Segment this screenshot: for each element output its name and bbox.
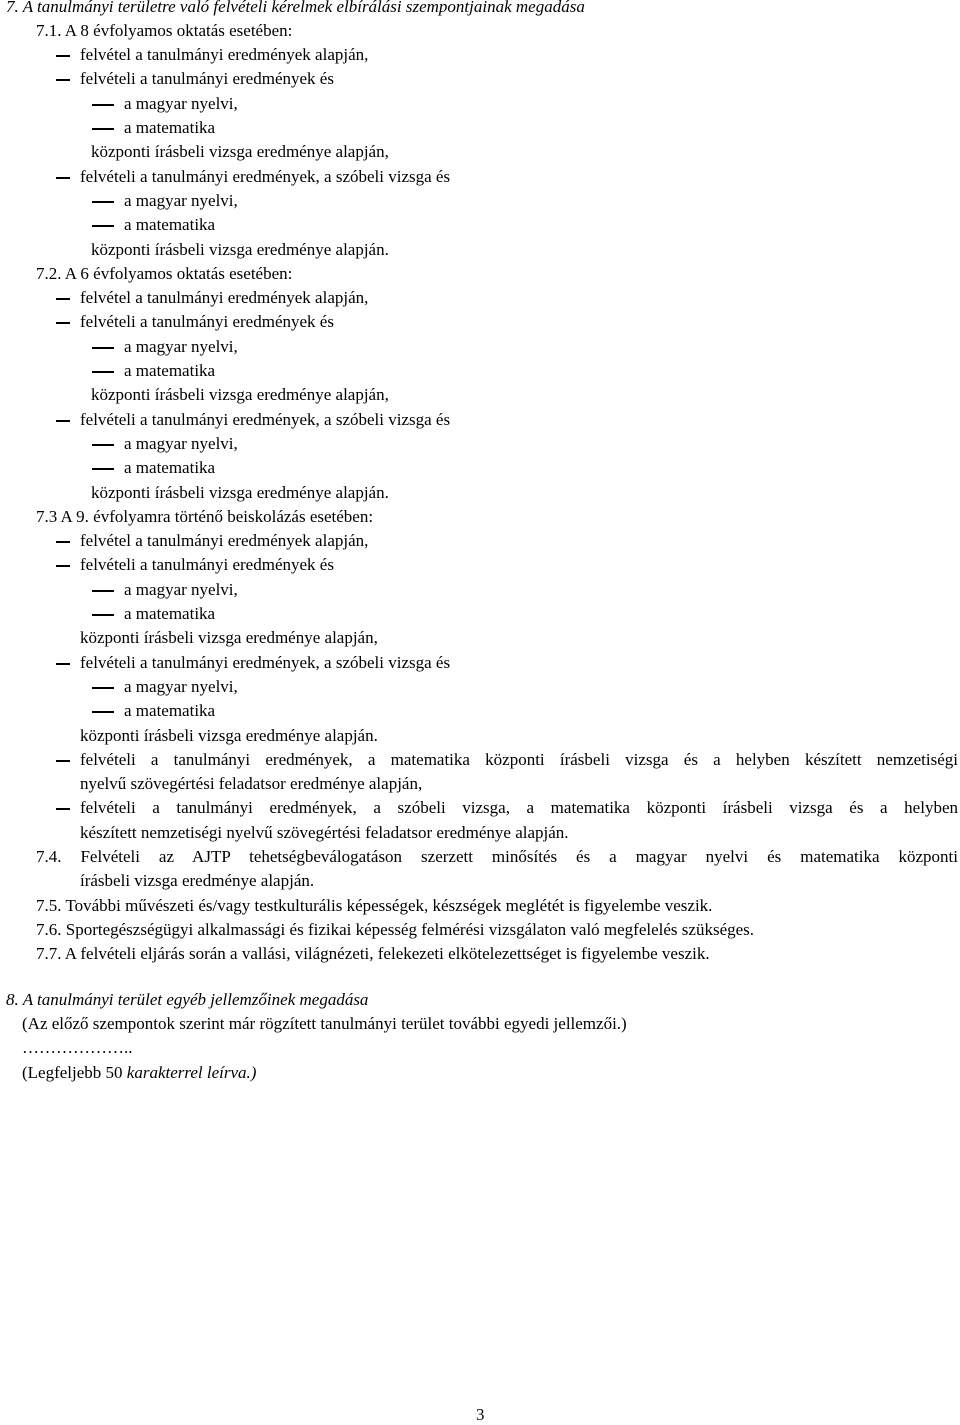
section-8-note: (Az előző szempontok szerint már rögzített tanulmányi terület további egyedi jellemzői.) [22, 1014, 627, 1033]
list-item-text: nyelvű szövegértési feladatsor eredménye alapján, [80, 774, 423, 793]
dash-icon [92, 468, 114, 470]
dash-icon [92, 347, 114, 349]
dash-icon [92, 711, 114, 713]
section-7-7-text: 7.7. A felvételi eljárás során a vallási, világnézeti, felekezeti elkötelezettséget is figyelembe veszik. [36, 944, 710, 963]
dash-icon [56, 541, 70, 543]
dash-icon [56, 177, 70, 179]
dash-icon [56, 420, 70, 422]
dash-icon [56, 79, 70, 81]
dash-icon [56, 565, 70, 567]
section-8-limit: (Legfeljebb 50 karakterrel leírva.) [22, 1063, 257, 1082]
page-number: 3 [476, 1405, 485, 1424]
section-8-dots: ……………….. [22, 1038, 133, 1057]
dash-icon [56, 663, 70, 665]
list-item-text: készített nemzetiségi nyelvű szövegértési feladatsor eredménye alapján. [80, 823, 569, 842]
dash-icon [56, 298, 70, 300]
dash-icon [92, 128, 114, 130]
dash-icon [92, 614, 114, 616]
dash-icon [56, 808, 70, 810]
dash-icon [92, 444, 114, 446]
dash-icon [92, 590, 114, 592]
dash-icon [92, 225, 114, 227]
dash-icon [92, 687, 114, 689]
dash-icon [92, 201, 114, 203]
dash-icon [56, 760, 70, 762]
section-7-3-title: 7.3 A 9. évfolyamra történő beiskolázás esetében: [36, 507, 374, 526]
section-heading-8: 8. A tanulmányi terület egyéb jellemzőinek megadása [6, 990, 369, 1009]
list-item: központi írásbeli vizsga eredménye alapján. [80, 726, 378, 745]
dash-icon [56, 322, 70, 324]
section-7-6-text: 7.6. Sportegészségügyi alkalmassági és fizikai képesség felmérési vizsgálaton való megfelelés szükséges. [36, 920, 755, 939]
list-item-text: felvételi a tanulmányi eredmények, a szóbeli vizsga, a matematika központi írásbeli vizsga és a helyben [80, 798, 958, 817]
list-item: központi írásbeli vizsga eredménye alapján. [91, 240, 389, 259]
dash-icon [92, 104, 114, 106]
list-item: központi írásbeli vizsga eredménye alapján, [91, 385, 389, 404]
section-7-5-text: 7.5. További művészeti és/vagy testkulturális képességek, készségek meglétét is figyelembe veszik. [36, 896, 713, 915]
list-item: központi írásbeli vizsga eredménye alapján. [91, 483, 389, 502]
section-7-1-title: 7.1. A 8 évfolyamos oktatás esetében: [36, 21, 293, 40]
section-7-4-text-cont: írásbeli vizsga eredménye alapján. [80, 871, 315, 890]
dash-icon [92, 371, 114, 373]
section-heading-7: 7. A tanulmányi területre való felvételi kérelmek elbírálási szempontjainak megadása [6, 0, 585, 16]
dash-icon [56, 55, 70, 57]
list-item-text: felvételi a tanulmányi eredmények, a matematika központi írásbeli vizsga és a helyben készített nemzetiségi [80, 750, 958, 769]
list-item: központi írásbeli vizsga eredménye alapján, [91, 142, 389, 161]
section-7-2-title: 7.2. A 6 évfolyamos oktatás esetében: [36, 264, 293, 283]
section-7-4-text: 7.4. Felvételi az AJTP tehetségbeválogatáson szerzett minősítés és a magyar nyelvi és matematika központi [36, 847, 958, 866]
list-item: központi írásbeli vizsga eredménye alapján, [80, 628, 378, 647]
